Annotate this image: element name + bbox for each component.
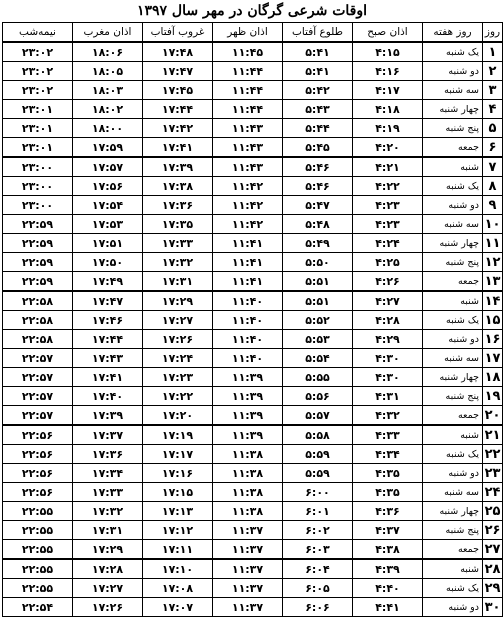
dhuhr-cell: ۱۱:۴۱: [213, 253, 283, 272]
dhuhr-cell: ۱۱:۳۸: [213, 445, 283, 464]
maghrib-cell: ۱۷:۲۹: [73, 540, 143, 560]
dhuhr-cell: ۱۱:۳۷: [213, 579, 283, 598]
maghrib-cell: ۱۷:۴۴: [73, 330, 143, 349]
day-cell: ۱۷: [483, 349, 503, 368]
midnight-cell: ۲۲:۵۸: [3, 311, 73, 330]
day-cell: ۶: [483, 138, 503, 158]
maghrib-cell: ۱۷:۳۴: [73, 464, 143, 483]
table-row: [3, 445, 503, 464]
midnight-cell: ۲۳:۰۰: [3, 196, 73, 215]
day-cell: ۱۱: [483, 234, 503, 253]
sunset-cell: ۱۷:۴۱: [143, 138, 213, 158]
sunrise-cell: ۶:۰۴: [283, 559, 353, 579]
midnight-cell: ۲۲:۵۶: [3, 445, 73, 464]
fajr-cell: ۴:۱۸: [353, 100, 423, 119]
sunset-cell: ۱۷:۴۷: [143, 62, 213, 81]
midnight-cell: ۲۲:۵۶: [3, 483, 73, 502]
sunset-cell: ۱۷:۴۵: [143, 81, 213, 100]
day-cell: ۳: [483, 81, 503, 100]
maghrib-cell: ۱۸:۰۶: [73, 42, 143, 62]
table-row: [3, 579, 503, 598]
midnight-cell: ۲۳:۰۰: [3, 157, 73, 177]
weekday-cell: دو شنبه: [423, 464, 483, 483]
day-cell: ۴: [483, 100, 503, 119]
midnight-cell: ۲۳:۰۱: [3, 119, 73, 138]
sunset-cell: ۱۷:۰۸: [143, 579, 213, 598]
fajr-cell: ۴:۲۷: [353, 291, 423, 311]
table-row: [3, 100, 503, 119]
sunrise-cell: ۵:۴۶: [283, 177, 353, 196]
sunrise-cell: ۶:۰۳: [283, 540, 353, 560]
maghrib-cell: ۱۷:۴۹: [73, 272, 143, 292]
sunset-cell: ۱۷:۲۴: [143, 349, 213, 368]
table-row: [3, 559, 503, 579]
maghrib-cell: ۱۷:۴۶: [73, 311, 143, 330]
fajr-cell: ۴:۴۰: [353, 579, 423, 598]
sunset-cell: ۱۷:۳۱: [143, 272, 213, 292]
sunrise-cell: ۵:۵۱: [283, 291, 353, 311]
fajr-cell: ۴:۱۶: [353, 62, 423, 81]
fajr-cell: ۴:۳۵: [353, 464, 423, 483]
sunrise-cell: ۵:۴۱: [283, 42, 353, 62]
sunrise-cell: ۵:۵۶: [283, 387, 353, 406]
fajr-cell: ۴:۲۶: [353, 272, 423, 292]
weekday-cell: سه شنبه: [423, 81, 483, 100]
table-row: [3, 291, 503, 311]
header-dhuhr: اذان ظهر: [213, 23, 283, 43]
midnight-cell: ۲۳:۰۰: [3, 177, 73, 196]
sunrise-cell: ۵:۴۵: [283, 138, 353, 158]
dhuhr-cell: ۱۱:۳۷: [213, 521, 283, 540]
dhuhr-cell: ۱۱:۳۹: [213, 368, 283, 387]
dhuhr-cell: ۱۱:۴۰: [213, 349, 283, 368]
sunrise-cell: ۵:۵۲: [283, 311, 353, 330]
table-row: [3, 138, 503, 158]
maghrib-cell: ۱۷:۵۷: [73, 157, 143, 177]
table-row: [3, 425, 503, 445]
midnight-cell: ۲۳:۰۱: [3, 100, 73, 119]
sunset-cell: ۱۷:۱۲: [143, 521, 213, 540]
fajr-cell: ۴:۳۹: [353, 559, 423, 579]
midnight-cell: ۲۲:۵۸: [3, 330, 73, 349]
sunrise-cell: ۵:۴۶: [283, 157, 353, 177]
sunset-cell: ۱۷:۴۴: [143, 100, 213, 119]
dhuhr-cell: ۱۱:۳۹: [213, 387, 283, 406]
maghrib-cell: ۱۷:۲۸: [73, 559, 143, 579]
sunset-cell: ۱۷:۳۳: [143, 234, 213, 253]
maghrib-cell: ۱۷:۵۹: [73, 138, 143, 158]
sunrise-cell: ۵:۵۹: [283, 445, 353, 464]
sunset-cell: ۱۷:۳۹: [143, 157, 213, 177]
dhuhr-cell: ۱۱:۴۳: [213, 138, 283, 158]
day-cell: ۲۱: [483, 425, 503, 445]
dhuhr-cell: ۱۱:۳۸: [213, 483, 283, 502]
table-row: [3, 540, 503, 560]
sunrise-cell: ۵:۵۹: [283, 464, 353, 483]
weekday-cell: یک شنبه: [423, 311, 483, 330]
maghrib-cell: ۱۷:۵۳: [73, 215, 143, 234]
table-row: [3, 368, 503, 387]
sunrise-cell: ۶:۰۰: [283, 483, 353, 502]
weekday-cell: جمعه: [423, 540, 483, 560]
day-cell: ۱۴: [483, 291, 503, 311]
weekday-cell: یک شنبه: [423, 445, 483, 464]
fajr-cell: ۴:۴۱: [353, 598, 423, 617]
weekday-cell: چهار شنبه: [423, 234, 483, 253]
day-cell: ۲: [483, 62, 503, 81]
weekday-cell: دو شنبه: [423, 330, 483, 349]
midnight-cell: ۲۳:۰۲: [3, 62, 73, 81]
midnight-cell: ۲۲:۵۵: [3, 540, 73, 560]
day-cell: ۵: [483, 119, 503, 138]
table-row: [3, 272, 503, 292]
midnight-cell: ۲۲:۵۵: [3, 521, 73, 540]
sunset-cell: ۱۷:۱۷: [143, 445, 213, 464]
header-weekday: روز هفته: [423, 23, 483, 43]
fajr-cell: ۴:۳۰: [353, 368, 423, 387]
maghrib-cell: ۱۷:۵۱: [73, 234, 143, 253]
day-cell: ۲۳: [483, 464, 503, 483]
weekday-cell: پنج شنبه: [423, 119, 483, 138]
midnight-cell: ۲۲:۵۷: [3, 406, 73, 426]
weekday-cell: جمعه: [423, 406, 483, 426]
sunset-cell: ۱۷:۱۳: [143, 502, 213, 521]
midnight-cell: ۲۲:۵۷: [3, 387, 73, 406]
maghrib-cell: ۱۷:۴۷: [73, 291, 143, 311]
weekday-cell: یک شنبه: [423, 579, 483, 598]
midnight-cell: ۲۲:۵۹: [3, 253, 73, 272]
day-cell: ۲۲: [483, 445, 503, 464]
day-cell: ۳۰: [483, 598, 503, 617]
sunset-cell: ۱۷:۴۲: [143, 119, 213, 138]
day-cell: ۱۹: [483, 387, 503, 406]
dhuhr-cell: ۱۱:۴۲: [213, 215, 283, 234]
table-row: [3, 483, 503, 502]
day-cell: ۱۲: [483, 253, 503, 272]
maghrib-cell: ۱۷:۵۰: [73, 253, 143, 272]
dhuhr-cell: ۱۱:۳۷: [213, 559, 283, 579]
fajr-cell: ۴:۳۲: [353, 406, 423, 426]
fajr-cell: ۴:۲۳: [353, 196, 423, 215]
midnight-cell: ۲۲:۵۹: [3, 234, 73, 253]
table-body: [3, 42, 503, 617]
sunset-cell: ۱۷:۲۰: [143, 406, 213, 426]
weekday-cell: جمعه: [423, 138, 483, 158]
table-row: [3, 157, 503, 177]
weekday-cell: سه شنبه: [423, 349, 483, 368]
table-row: [3, 521, 503, 540]
dhuhr-cell: ۱۱:۴۰: [213, 291, 283, 311]
page-title: اوقات شرعی گرگان در مهر سال ۱۳۹۷: [136, 3, 368, 19]
table-row: [3, 253, 503, 272]
dhuhr-cell: ۱۱:۴۵: [213, 42, 283, 62]
sunrise-cell: ۶:۰۱: [283, 502, 353, 521]
midnight-cell: ۲۲:۵۹: [3, 272, 73, 292]
weekday-cell: شنبه: [423, 559, 483, 579]
sunrise-cell: ۶:۰۵: [283, 579, 353, 598]
dhuhr-cell: ۱۱:۳۷: [213, 540, 283, 560]
midnight-cell: ۲۳:۰۲: [3, 42, 73, 62]
midnight-cell: ۲۲:۵۵: [3, 559, 73, 579]
table-row: [3, 196, 503, 215]
maghrib-cell: ۱۷:۲۷: [73, 579, 143, 598]
fajr-cell: ۴:۲۴: [353, 234, 423, 253]
header-maghrib: اذان مغرب: [73, 23, 143, 43]
maghrib-cell: ۱۸:۰۵: [73, 62, 143, 81]
day-cell: ۲۵: [483, 502, 503, 521]
weekday-cell: پنج شنبه: [423, 521, 483, 540]
weekday-cell: دو شنبه: [423, 62, 483, 81]
sunset-cell: ۱۷:۲۲: [143, 387, 213, 406]
sunrise-cell: ۵:۴۲: [283, 81, 353, 100]
day-cell: ۱۵: [483, 311, 503, 330]
table-row: [3, 42, 503, 62]
weekday-cell: شنبه: [423, 425, 483, 445]
table-row: [3, 234, 503, 253]
header-sunset: غروب آفتاب: [143, 23, 213, 43]
sunrise-cell: ۵:۵۵: [283, 368, 353, 387]
day-cell: ۱: [483, 42, 503, 62]
fajr-cell: ۴:۳۶: [353, 502, 423, 521]
day-cell: ۱۰: [483, 215, 503, 234]
dhuhr-cell: ۱۱:۴۴: [213, 81, 283, 100]
table-row: [3, 177, 503, 196]
sunrise-cell: ۵:۵۷: [283, 406, 353, 426]
weekday-cell: چهار شنبه: [423, 502, 483, 521]
table-row: [3, 349, 503, 368]
table-row: [3, 119, 503, 138]
sunset-cell: ۱۷:۱۱: [143, 540, 213, 560]
fajr-cell: ۴:۲۲: [353, 177, 423, 196]
midnight-cell: ۲۳:۰۲: [3, 81, 73, 100]
day-cell: ۸: [483, 177, 503, 196]
maghrib-cell: ۱۷:۳۳: [73, 483, 143, 502]
maghrib-cell: ۱۷:۴۳: [73, 349, 143, 368]
weekday-cell: پنج شنبه: [423, 387, 483, 406]
fajr-cell: ۴:۲۳: [353, 215, 423, 234]
sunset-cell: ۱۷:۲۷: [143, 311, 213, 330]
midnight-cell: ۲۲:۵۵: [3, 579, 73, 598]
dhuhr-cell: ۱۱:۴۴: [213, 62, 283, 81]
table-row: [3, 311, 503, 330]
weekday-cell: چهار شنبه: [423, 100, 483, 119]
maghrib-cell: ۱۷:۲۶: [73, 598, 143, 617]
day-cell: ۹: [483, 196, 503, 215]
sunset-cell: ۱۷:۳۲: [143, 253, 213, 272]
sunrise-cell: ۵:۵۸: [283, 425, 353, 445]
fajr-cell: ۴:۳۸: [353, 540, 423, 560]
dhuhr-cell: ۱۱:۴۱: [213, 234, 283, 253]
midnight-cell: ۲۲:۵۶: [3, 464, 73, 483]
sunrise-cell: ۵:۵۴: [283, 349, 353, 368]
day-cell: ۲۶: [483, 521, 503, 540]
maghrib-cell: ۱۸:۰۳: [73, 81, 143, 100]
fajr-cell: ۴:۲۹: [353, 330, 423, 349]
fajr-cell: ۴:۳۰: [353, 349, 423, 368]
table-row: [3, 81, 503, 100]
header-sunrise: طلوع آفتاب: [283, 23, 353, 43]
weekday-cell: شنبه: [423, 291, 483, 311]
weekday-cell: دو شنبه: [423, 598, 483, 617]
dhuhr-cell: ۱۱:۳۹: [213, 425, 283, 445]
sunset-cell: ۱۷:۳۸: [143, 177, 213, 196]
fajr-cell: ۴:۱۷: [353, 81, 423, 100]
weekday-cell: یک شنبه: [423, 42, 483, 62]
dhuhr-cell: ۱۱:۳۹: [213, 406, 283, 426]
weekday-cell: سه شنبه: [423, 483, 483, 502]
sunrise-cell: ۶:۰۶: [283, 598, 353, 617]
header-midnight: نیمه‌شب: [3, 23, 73, 43]
table-row: [3, 387, 503, 406]
weekday-cell: چهار شنبه: [423, 368, 483, 387]
sunset-cell: ۱۷:۲۳: [143, 368, 213, 387]
dhuhr-cell: ۱۱:۳۸: [213, 502, 283, 521]
dhuhr-cell: ۱۱:۴۰: [213, 311, 283, 330]
midnight-cell: ۲۲:۵۶: [3, 425, 73, 445]
maghrib-cell: ۱۷:۳۲: [73, 502, 143, 521]
maghrib-cell: ۱۷:۵۶: [73, 177, 143, 196]
table-row: [3, 464, 503, 483]
fajr-cell: ۴:۳۷: [353, 521, 423, 540]
header-fajr: اذان صبح: [353, 23, 423, 43]
sunset-cell: ۱۷:۳۶: [143, 196, 213, 215]
day-cell: ۷: [483, 157, 503, 177]
day-cell: ۱۳: [483, 272, 503, 292]
table-header-row: [3, 23, 503, 43]
weekday-cell: سه شنبه: [423, 215, 483, 234]
sunset-cell: ۱۷:۱۵: [143, 483, 213, 502]
table-row: [3, 62, 503, 81]
midnight-cell: ۲۲:۵۹: [3, 215, 73, 234]
sunrise-cell: ۵:۴۹: [283, 234, 353, 253]
sunrise-cell: ۵:۵۳: [283, 330, 353, 349]
table-row: [3, 598, 503, 617]
sunset-cell: ۱۷:۰۷: [143, 598, 213, 617]
midnight-cell: ۲۲:۵۴: [3, 598, 73, 617]
fajr-cell: ۴:۳۴: [353, 445, 423, 464]
maghrib-cell: ۱۸:۰۲: [73, 100, 143, 119]
fajr-cell: ۴:۲۰: [353, 138, 423, 158]
sunrise-cell: ۵:۵۰: [283, 253, 353, 272]
day-cell: ۲۴: [483, 483, 503, 502]
sunrise-cell: ۶:۰۲: [283, 521, 353, 540]
maghrib-cell: ۱۷:۳۱: [73, 521, 143, 540]
sunset-cell: ۱۷:۲۶: [143, 330, 213, 349]
dhuhr-cell: ۱۱:۴۰: [213, 330, 283, 349]
day-cell: ۱۶: [483, 330, 503, 349]
dhuhr-cell: ۱۱:۳۸: [213, 464, 283, 483]
maghrib-cell: ۱۷:۴۱: [73, 368, 143, 387]
midnight-cell: ۲۲:۵۷: [3, 349, 73, 368]
weekday-cell: دو شنبه: [423, 196, 483, 215]
fajr-cell: ۴:۱۹: [353, 119, 423, 138]
fajr-cell: ۴:۲۵: [353, 253, 423, 272]
weekday-cell: جمعه: [423, 272, 483, 292]
fajr-cell: ۴:۱۵: [353, 42, 423, 62]
weekday-cell: شنبه: [423, 157, 483, 177]
sunset-cell: ۱۷:۱۶: [143, 464, 213, 483]
day-cell: ۱۸: [483, 368, 503, 387]
fajr-cell: ۴:۳۵: [353, 483, 423, 502]
sunrise-cell: ۵:۴۴: [283, 119, 353, 138]
fajr-cell: ۴:۲۸: [353, 311, 423, 330]
day-cell: ۲۹: [483, 579, 503, 598]
sunset-cell: ۱۷:۱۰: [143, 559, 213, 579]
table-row: [3, 502, 503, 521]
dhuhr-cell: ۱۱:۴۴: [213, 100, 283, 119]
sunset-cell: ۱۷:۱۹: [143, 425, 213, 445]
fajr-cell: ۴:۳۱: [353, 387, 423, 406]
midnight-cell: ۲۲:۵۵: [3, 502, 73, 521]
dhuhr-cell: ۱۱:۳۷: [213, 598, 283, 617]
header-day: روز: [483, 23, 503, 43]
fajr-cell: ۴:۲۱: [353, 157, 423, 177]
sunset-cell: ۱۷:۴۸: [143, 42, 213, 62]
midnight-cell: ۲۲:۵۷: [3, 368, 73, 387]
maghrib-cell: ۱۷:۵۴: [73, 196, 143, 215]
midnight-cell: ۲۳:۰۱: [3, 138, 73, 158]
dhuhr-cell: ۱۱:۴۲: [213, 177, 283, 196]
dhuhr-cell: ۱۱:۴۲: [213, 196, 283, 215]
table-row: [3, 215, 503, 234]
sunset-cell: ۱۷:۲۹: [143, 291, 213, 311]
sunrise-cell: ۵:۴۱: [283, 62, 353, 81]
maghrib-cell: ۱۸:۰۰: [73, 119, 143, 138]
sunset-cell: ۱۷:۳۵: [143, 215, 213, 234]
midnight-cell: ۲۲:۵۸: [3, 291, 73, 311]
table-row: [3, 330, 503, 349]
day-cell: ۲۰: [483, 406, 503, 426]
fajr-cell: ۴:۳۳: [353, 425, 423, 445]
sunrise-cell: ۵:۴۸: [283, 215, 353, 234]
maghrib-cell: ۱۷:۳۷: [73, 425, 143, 445]
dhuhr-cell: ۱۱:۴۳: [213, 157, 283, 177]
sunrise-cell: ۵:۴۷: [283, 196, 353, 215]
maghrib-cell: ۱۷:۳۶: [73, 445, 143, 464]
dhuhr-cell: ۱۱:۴۱: [213, 272, 283, 292]
dhuhr-cell: ۱۱:۴۳: [213, 119, 283, 138]
day-cell: ۲۷: [483, 540, 503, 560]
maghrib-cell: ۱۷:۴۰: [73, 387, 143, 406]
sunrise-cell: ۵:۴۳: [283, 100, 353, 119]
day-cell: ۲۸: [483, 559, 503, 579]
sunrise-cell: ۵:۵۱: [283, 272, 353, 292]
prayer-times-table: [2, 22, 503, 617]
weekday-cell: پنج شنبه: [423, 253, 483, 272]
table-row: [3, 406, 503, 426]
maghrib-cell: ۱۷:۳۹: [73, 406, 143, 426]
weekday-cell: یک شنبه: [423, 177, 483, 196]
